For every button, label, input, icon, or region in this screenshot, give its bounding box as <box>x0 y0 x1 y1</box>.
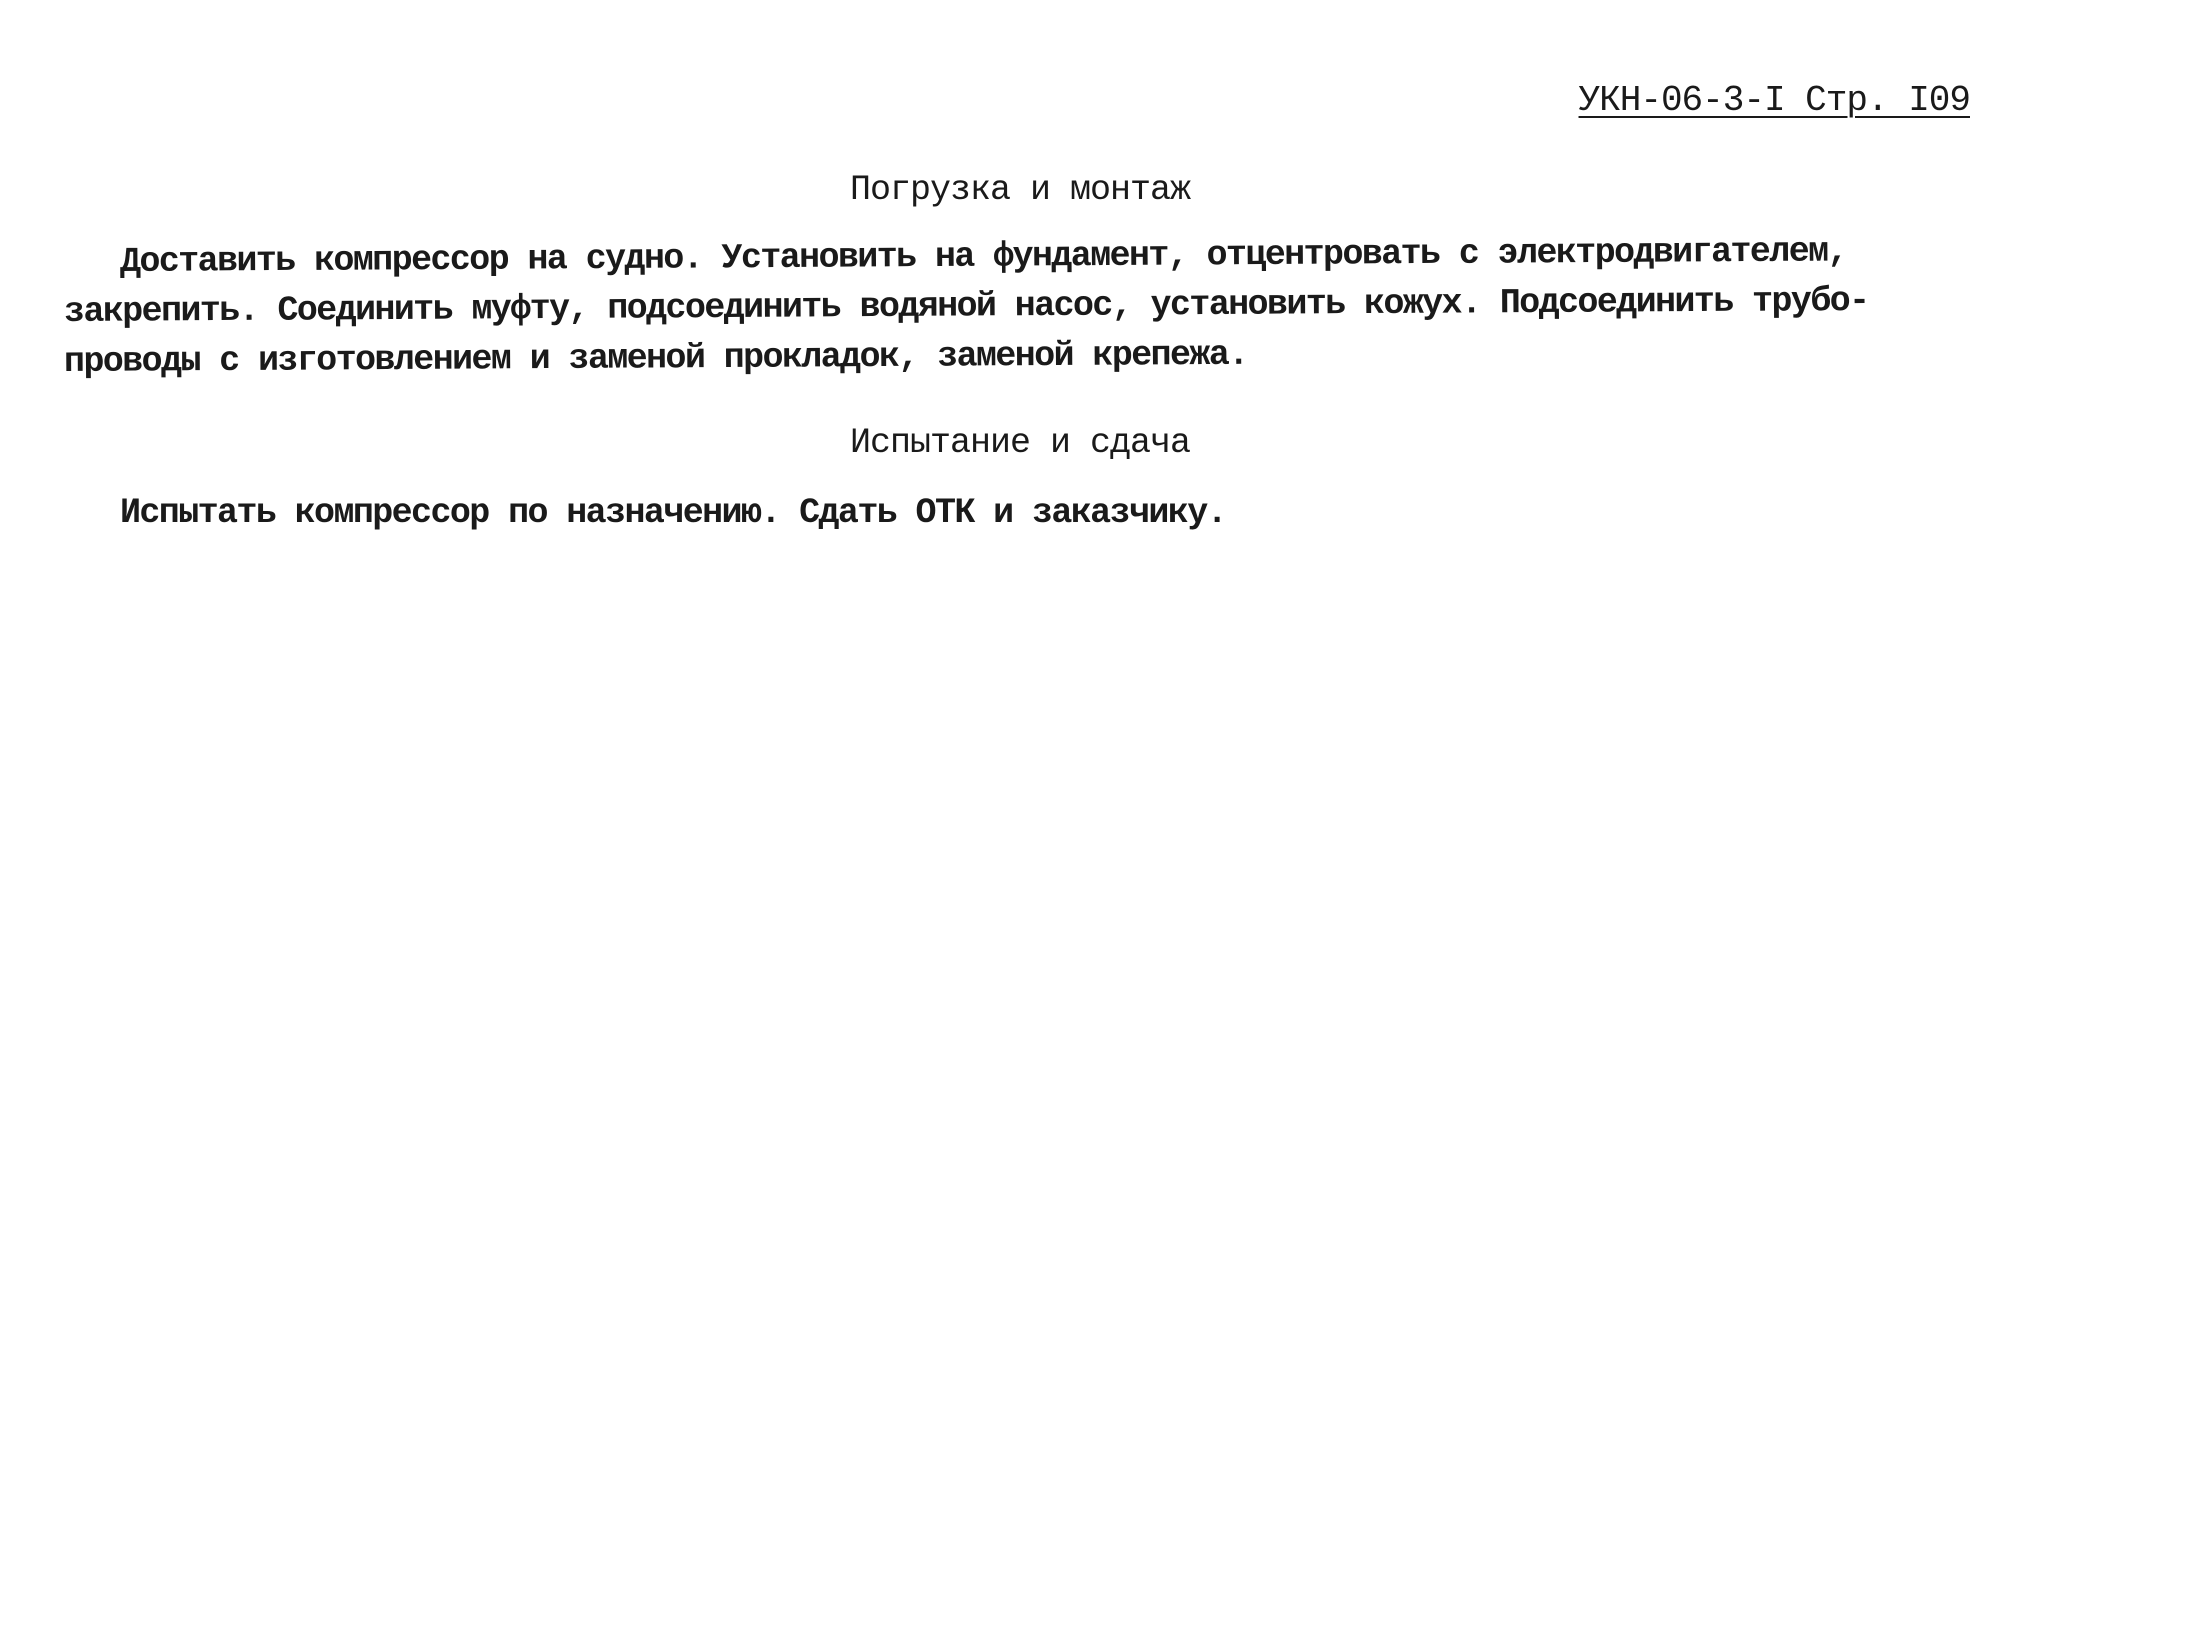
paragraph-line: Доставить компрессор на судно. Установить на фундамент, отцентровать с электродвигателем, <box>119 231 1847 282</box>
paragraph-line: закрепить. Соединить муфту, подсоединить водяной насос, установить кожух. Подсоединить трубо- <box>63 280 1869 332</box>
document-reference: УКН-06-3-I Стр. I09 <box>1578 80 1970 121</box>
paragraph-line: Испытать компрессор по назначению. Сдать ОТК и заказчику. <box>120 493 1226 533</box>
section-title-loading-installation: Погрузка и монтаж <box>849 170 1191 210</box>
paragraph-line: проводы с изготовлением и заменой прокладок, заменой крепежа. <box>63 334 1248 382</box>
section-title-testing-delivery: Испытание и сдача <box>849 423 1191 463</box>
